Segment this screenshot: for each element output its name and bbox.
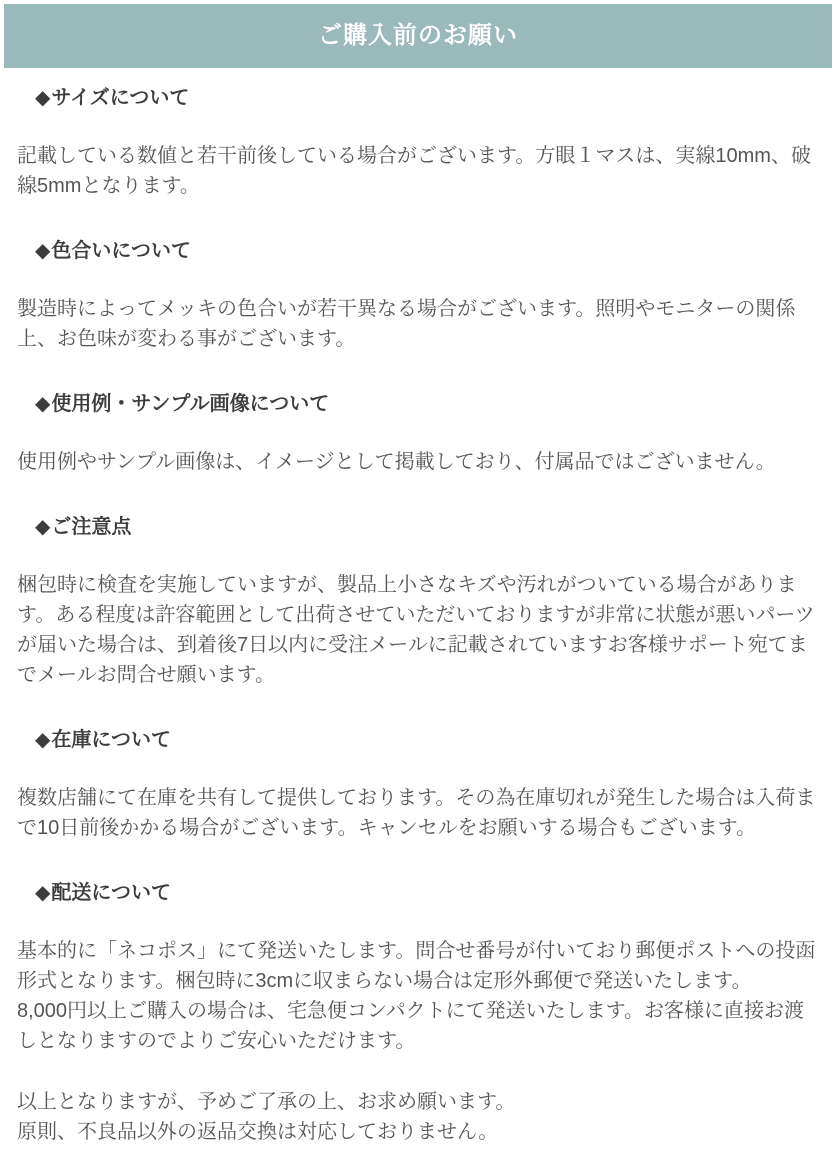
diamond-bullet-icon: ◆ [35,393,51,415]
section-heading-shipping [35,881,819,905]
page-title-bar [4,4,832,68]
section-body-size [17,141,819,201]
section-heading-caution [35,515,819,539]
paragraph-line: 8,000円以上ご購入の場合は、宅急便コンパクトにて発送いたします。お客様に直接お渡しとなりますのでよりご安心いただけます。 [17,1000,805,1052]
section-heading-label: 色合いについて [51,240,191,262]
section-heading-label: サイズについて [51,87,190,109]
section-heading-label: ご注意点 [51,516,132,538]
paragraph-line: 基本的に「ネコポス」にて発送いたします。問合せ番号が付いており郵便ポストへの投函形式となります。梱包時に3cmに収まらない場合は定形外郵便で発送いたします。 [17,940,816,992]
closing-line: 原則、不良品以外の返品交換は対応しておりません。 [17,1121,499,1143]
diamond-bullet-icon: ◆ [35,729,51,751]
section-body-color [17,294,819,354]
section-heading-stock [35,728,819,752]
section-body-sample-images [17,447,819,477]
paragraph-line: 記載している数値と若干前後している場合がございます。方眼１マスは、実線10mm、破線5mmとなります。 [17,145,811,197]
diamond-bullet-icon: ◆ [35,516,51,538]
diamond-bullet-icon: ◆ [35,882,51,904]
section-heading-sample-images [35,392,819,416]
diamond-bullet-icon: ◆ [35,87,51,109]
section-body-shipping [17,936,819,1056]
section-heading-label: 在庫について [51,729,171,751]
paragraph-line: 使用例やサンプル画像は、イメージとして掲載しており、付属品ではございません。 [17,451,776,473]
section-heading-size [35,86,819,110]
section-body-caution [17,570,819,690]
diamond-bullet-icon: ◆ [35,240,51,262]
notice-content [4,68,832,1157]
page-title: ご購入前のお願い [318,22,518,49]
section-heading-color [35,239,819,263]
section-heading-label: 使用例・サンプル画像について [51,393,330,415]
section-body-stock [17,783,819,843]
paragraph-line: 製造時によってメッキの色合いが若干異なる場合がございます。照明やモニターの関係上、お色味が変わる事がございます。 [17,298,796,350]
paragraph-line: 複数店舗にて在庫を共有して提供しております。その為在庫切れが発生した場合は入荷まで10日前後かかる場合がございます。キャンセルをお願いする場合もございます。 [17,787,816,839]
paragraph-line: 梱包時に検査を実施していますが、製品上小さなキズや汚れがついている場合があります。ある程度は許容範囲として出荷させていただいておりますが非常に状態が悪いパーツが届いた場合は、到着後7日以内に受注メールに記載されていますお客様サポート宛てまでメールお問合せ願います。 [17,574,815,686]
closing-line: 以上となりますが、予めご了承の上、お求め願います。 [17,1091,516,1113]
closing-note [17,1087,819,1147]
section-heading-label: 配送について [51,882,171,904]
